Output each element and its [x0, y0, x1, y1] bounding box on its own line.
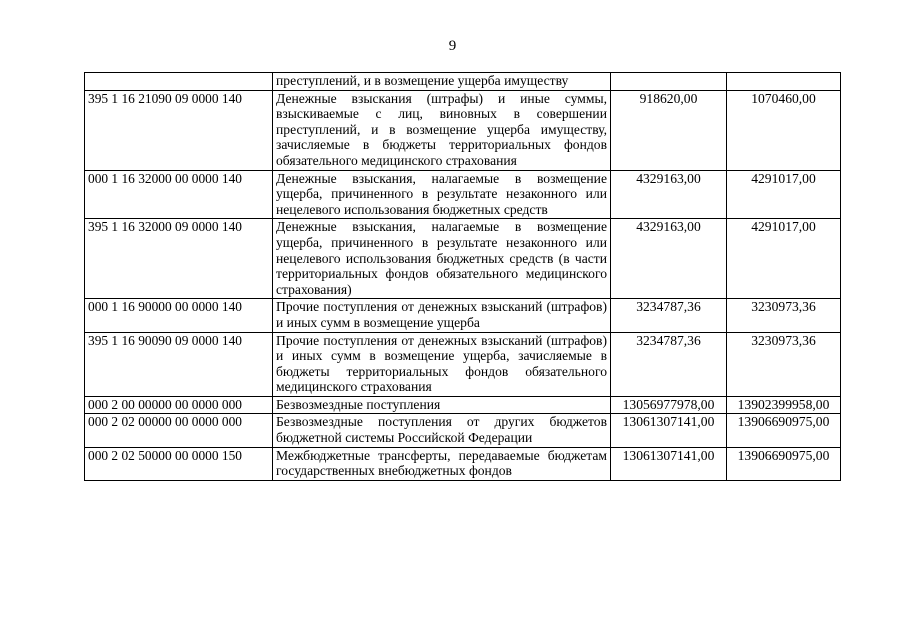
value-1-cell [611, 73, 727, 91]
revenue-name-cell: Денежные взыскания, налагаемые в возмещение ущерба, причиненного в результате незаконного или нецелевого использования бюджетных средств [273, 170, 611, 219]
table-row [85, 414, 841, 447]
revenue-name-cell: Прочие поступления от денежных взысканий (штрафов) и иных сумм в возмещение ущерба, зачисляемые в бюджеты территориальных фондов обязательного медицинского страхования [273, 332, 611, 396]
value-2-cell: 13906690975,00 [727, 414, 841, 447]
table-row [85, 332, 841, 396]
value-2-cell: 13906690975,00 [727, 447, 841, 480]
value-1-cell: 3234787,36 [611, 332, 727, 396]
revenue-name-cell: Безвозмездные поступления [273, 396, 611, 414]
value-1-cell: 13061307141,00 [611, 447, 727, 480]
revenue-name-cell: Межбюджетные трансферты, передаваемые бюджетам государственных внебюджетных фондов [273, 447, 611, 480]
value-1-cell: 4329163,00 [611, 219, 727, 299]
table-row [85, 90, 841, 170]
value-1-cell: 4329163,00 [611, 170, 727, 219]
page-number: 9 [448, 38, 457, 54]
table-row [85, 170, 841, 219]
revenue-name-cell: Денежные взыскания (штрафы) и иные суммы, взыскиваемые с лиц, виновных в совершении преступлений, и в возмещение ущерба имуществу, зачисляемые в бюджеты территориальных фондов обязательного медицинского страхования [273, 90, 611, 170]
budget-code-cell: 395 1 16 32000 09 0000 140 [85, 219, 273, 299]
budget-code-cell [85, 73, 273, 91]
revenue-name-cell: Безвозмездные поступления от других бюджетов бюджетной системы Российской Федерации [273, 414, 611, 447]
value-2-cell [727, 73, 841, 91]
revenue-name-cell: Прочие поступления от денежных взысканий (штрафов) и иных сумм в возмещение ущерба [273, 299, 611, 332]
revenue-name-cell: преступлений, и в возмещение ущерба имуществу [273, 73, 611, 91]
value-2-cell: 13902399958,00 [727, 396, 841, 414]
value-1-cell: 13061307141,00 [611, 414, 727, 447]
value-2-cell: 1070460,00 [727, 90, 841, 170]
budget-code-cell: 000 2 02 50000 00 0000 150 [85, 447, 273, 480]
budget-revenue-table [84, 72, 841, 481]
value-1-cell: 918620,00 [611, 90, 727, 170]
value-2-cell: 4291017,00 [727, 219, 841, 299]
budget-code-cell: 395 1 16 90090 09 0000 140 [85, 332, 273, 396]
revenue-name-cell: Денежные взыскания, налагаемые в возмещение ущерба, причиненного в результате незаконного или нецелевого использования бюджетных средств (в части территориальных фондов обязательного медицинского страхования) [273, 219, 611, 299]
value-2-cell: 4291017,00 [727, 170, 841, 219]
table-row [85, 219, 841, 299]
value-2-cell: 3230973,36 [727, 332, 841, 396]
table-row [85, 73, 841, 91]
value-1-cell: 3234787,36 [611, 299, 727, 332]
table-row [85, 299, 841, 332]
value-1-cell: 13056977978,00 [611, 396, 727, 414]
budget-code-cell: 000 1 16 90000 00 0000 140 [85, 299, 273, 332]
budget-code-cell: 000 1 16 32000 00 0000 140 [85, 170, 273, 219]
table-row [85, 396, 841, 414]
budget-code-cell: 000 2 02 00000 00 0000 000 [85, 414, 273, 447]
value-2-cell: 3230973,36 [727, 299, 841, 332]
budget-code-cell: 000 2 00 00000 00 0000 000 [85, 396, 273, 414]
table-row [85, 447, 841, 480]
budget-code-cell: 395 1 16 21090 09 0000 140 [85, 90, 273, 170]
